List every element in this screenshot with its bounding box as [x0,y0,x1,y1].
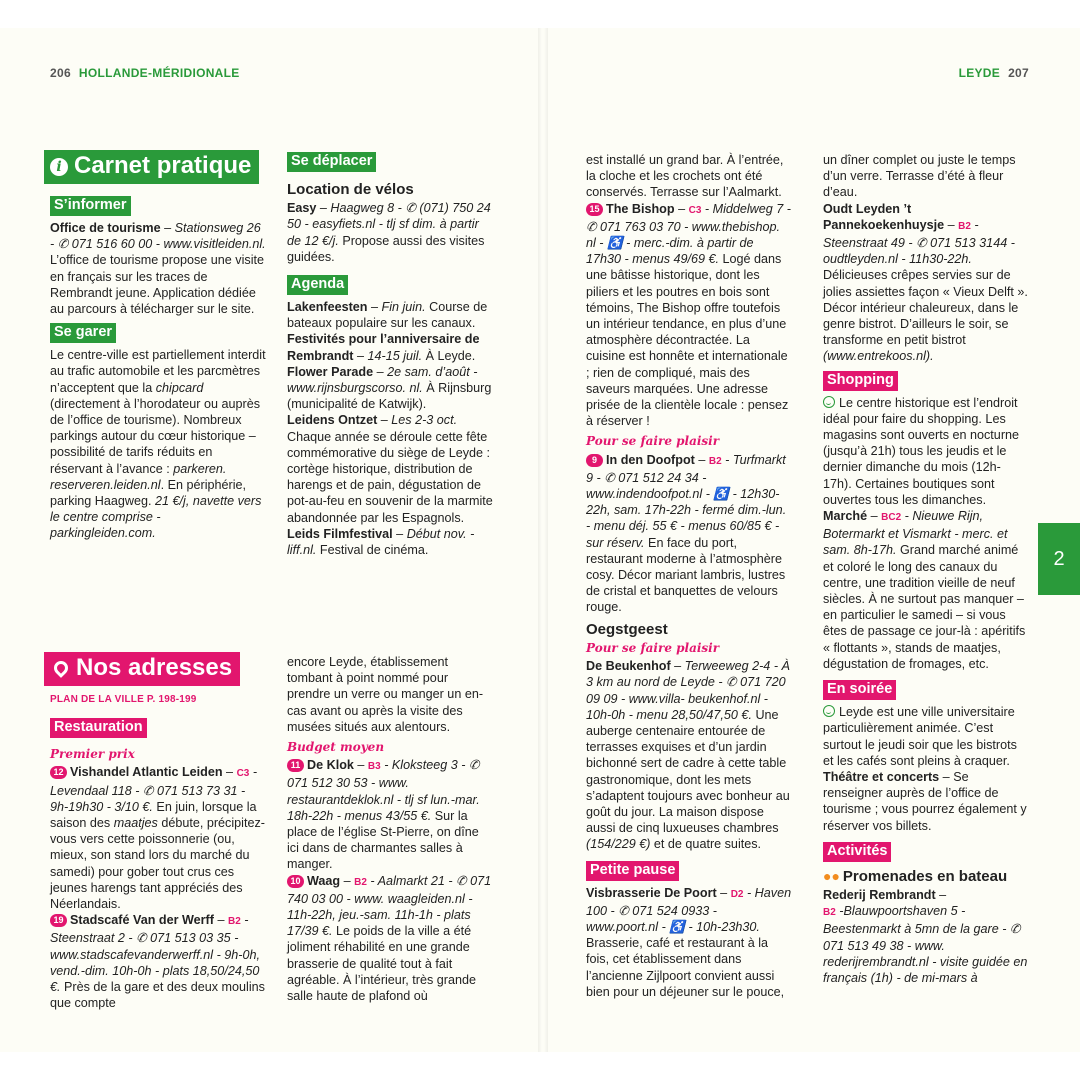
poort-entry: Visbrasserie De Poort – D2 - Haven 100 - ✆ 071 524 0933 - www.poort.nl - ♿ - 10h-23h30. Brasserie, café et restaurant à la fois, cet établissement dans l’ancienne Zijlpoort convient aussi bien pour un déjeuner sur le pouce, [586,885,792,999]
restauration-heading: Restauration [50,718,147,738]
vishandel-entry: 12 Vishandel Atlantic Leiden – C3 - Levendaal 118 - ✆ 071 513 73 31 - 9h-19h30 - 3/10 €. En juin, lorsque la saison des maatjes débute, précipitez-vous vers cette poissonnerie (ou, mieux, son stand lors du marché du samedi) pour gober tout crus ces jeunes harengs tant appréciés des Néerlandais. [50,765,265,912]
waag-entry: 10 Waag – B2 - Aalmarkt 21 - ✆ 071 740 03 00 - www. waagleiden.nl - 11h-22h, jeu.-sam. 11h-1h - plats 17/39 €. Le poids de la ville a été joliment réhabilité en une grande brasserie de qualité tout à fait agréable. À l’intérieur, très grande salle haute de plafond où [287,873,492,1004]
people-icon: ●● [823,867,840,884]
smiley-icon [823,705,835,717]
oudt-entry: Oudt Leyden ’t Pannekoekenhuysje – B2 - Steenstraat 49 - ✆ 071 513 3144 - oudtleyden.nl - 11h30-22h. Délicieuses crêpes servies sur de jolies assiettes façon « Vieux Delft ». Décor intérieur chaleureux, dans le genre bistrot. D’ailleurs le soir, se transforme en petit bistrot (www.entrekoos.nl). [823,201,1028,364]
poort-continuation: un dîner complet ou juste le temps d’un verre. Terrasse d’été à fleur d’eau. [823,153,1016,200]
easy-entry: Easy – Haagweg 8 - ✆ (071) 750 24 50 - easyfiets.nl - tlj sf dim. à partir de 12 €/j. Propose aussi des visites guidées. [287,201,491,264]
rederij-entry: Rederij Rembrandt – B2 -Blauwpoortshaven 5 - Beestenmarkt à 5mn de la gare - ✆ 071 513 49 38 - www. rederijrembrandt.nl - visite guidée en français (1h) - de mi-mars à [823,887,1028,985]
garer-heading: Se garer [50,323,116,343]
agenda-item: Flower Parade – 2e sam. d’août - www.rijnsburgscorso. nl. À Rijnsburg (municipalité de Katwijk). [287,364,492,412]
book-gutter [538,28,548,1052]
oegstgeest-subheading: Oegstgeest [586,620,668,638]
map-pin-icon [51,658,71,678]
agenda-item: Leids Filmfestival – Début nov. - liff.nl. Festival de cinéma. [287,526,475,558]
adresses-title: Nos adresses [76,654,233,681]
plaisir-label-2: Pour se faire plaisir [586,640,720,655]
left-running-head [50,66,240,80]
shopping-heading: Shopping [823,371,898,391]
bishop-entry: 15 The Bishop – C3 - Middelweg 7 - ✆ 071 763 03 70 - www.thebishop. nl - ♿ - merc.-dim. à partir de 17h30 - menus 49/69 €. Logé dans une bâtisse historique, dont les piliers et les poutres en bois sont témoins, The Bishop offre toutefois un intérieur tendance, en plus d’une atmosphère décontractée. La cuisine est honnête et internationale ; rien de compliqué, mais des saveurs marquées. Une adresse prisée de la clientèle locale : pensez à réserver ! [586,201,791,429]
agenda-item: Leidens Ontzet – Les 2-3 oct. Chaque année se déroule cette fête commémorative du siège de Leyde : cortège historique, distribution de harengs et de pain, dégustation de pot-au-feu en souvenir de la marmite abandonnée par les Espagnols. [287,413,493,525]
beukenhof-entry: De Beukenhof – Terweeweg 2-4 - À 3 km au nord de Leyde - ✆ 071 720 09 09 - www.villa- beukenhof.nl - 10h-0h - menu 28,50/47,50 €. Une auberge centenaire entourée de terrasses exquises et d’un jardin bichonné sert de cadre à cette table gastronomique, dont les mets s’adaptent toujours avec bonheur au goût du jour. La maison dispose aussi de cinq luxueuses chambres (154/229 €) et de quatre suites. [586,659,790,852]
pause-heading: Petite pause [586,861,679,881]
deplacer-heading: Se déplacer [287,152,376,172]
left-section-title: HOLLANDE-MÉRIDIONALE [78,66,240,80]
garer-text: Le centre-ville est partiellement interdit au trafic automobile et les parcmètres n’acceptent que la chipcard (directement à l’horodateur ou auprès de l’office de tourisme). Nombreux parkings autour du cœur historique – possibilité de tarifs réduits en réservant à l’avance : parkeren. reserveren.leiden.nl. En périphérie, parking Haagweg. 21 €/j, navette vers le centre comprise - parkingleiden.com. [50,348,266,541]
carnet-title-box [44,150,259,184]
stadscafe-continuation: encore Leyde, établissement tombant à point nommé pour prendre un verre ou manger un en-cas avant ou après la visite des musées situés aux alentours. [287,655,484,734]
column-deplacer-agenda [287,152,494,558]
column-carnet [44,150,266,542]
waag-continuation: est installé un grand bar. À l’entrée, la cloche et les crochets ont été conservés. Terrasse sur l’Aalmarkt. [586,153,784,200]
soiree-heading: En soirée [823,680,896,700]
bateau-subheading: ●● Promenades en bateau [823,867,1008,885]
left-page-number: 206 [50,66,71,80]
smiley-icon [823,396,835,408]
stadscafe-entry: 19 Stadscafé Van der Werff – B2 - Steenstraat 2 - ✆ 071 513 03 35 - www.stadscafevanderwerff.nl - 9h-0h, vend.-dim. 10h-0h - plats 18,50/24,50 €. Près de la gare et des deux moulins que compte [50,913,265,1011]
deklok-entry: 11 De Klok – B3 - Kloksteeg 3 - ✆ 071 512 30 53 - www. restaurantdeklok.nl - tlj sf lun.-mar. 18h-22h - menus 43/55 €. Sur la place de l’église St-Pierre, on dîne ici dans de charmantes salles à manger. [287,758,480,872]
office-entry: Office de tourisme – Stationsweg 26 - ✆ 071 516 60 00 - www.visitleiden.nl. L’office de tourisme propose une visite en français sur les traces de Rembrandt jeune. Application dédiée au parcours à télécharger sur le site. [50,221,266,317]
marche-entry: Marché – BC2 - Nieuwe Rijn, Botermarkt et Vismarkt - merc. et sam. 8h-17h. Grand marché animé et coloré le long des canaux du centre, une tradition vieille de neuf siècles. À ne surtout pas manquer – en particulier le samedi – si vous êtes de passage ce jour-là : apéritifs « flottants », stands de maatjes, dégustation de fromages, etc. [823,509,1026,671]
adresses-title-box [44,652,240,686]
column-right-1 [586,152,792,1000]
premier-prix-label: Premier prix [50,747,135,762]
info-icon: i [50,158,68,176]
velos-subheading: Location de vélos [287,181,414,198]
right-page-number: 207 [1008,66,1029,80]
column-adresses [44,652,266,1011]
agenda-item: Festivités pour l’anniversaire de Rembrandt – 14-15 juil. À Leyde. [287,332,480,363]
informer-heading: S’informer [50,196,131,216]
activites-heading: Activités [823,842,891,862]
right-running-head [959,66,1029,80]
plaisir-label: Pour se faire plaisir [586,434,720,449]
chapter-tab: 2 [1038,523,1080,595]
doofpot-entry: 9 In den Doofpot – B2 - Turfmarkt 9 - ✆ 071 512 24 34 - www.indendoofpot.nl - ♿ - 12h30-22h, sam. 17h-22h - fermé dim.-lun. - menu déj. 55 € - menus 60/85 € - sur réserv. En face du port, restaurant moderne à l’atmosphère cosy. Décor mariant lambris, lustres de cristal et banquettes de velours rouge. [586,452,787,615]
column-budget [287,654,494,1004]
shopping-text: Le centre historique est l’endroit idéal pour faire du shopping. Les magasins sont ouverts en nocturne (jusqu’à 21h) tous les jeudis et le dernier dimanche du mois (12h-17h). Certaines boutiques sont ouvertes tous les dimanches. [823,395,1020,507]
agenda-item: Lakenfeesten – Fin juin. Course de bateaux populaire sur les canaux. [287,300,488,331]
soiree-text: Leyde est une ville universitaire particulièrement animée. C’est surtout le jeudi soir que les bistrots et les cafés sont pleins à craquer. [823,705,1017,768]
column-right-2 [823,152,1028,986]
carnet-title: Carnet pratique [74,152,252,179]
agenda-heading: Agenda [287,275,348,295]
budget-moyen-label: Budget moyen [287,740,385,755]
theatre-entry: Théâtre et concerts – Se renseigner auprès de l’office de tourisme ; vous pourrez également y réserver vos billets. [823,769,1027,833]
plan-reference: PLAN DE LA VILLE P. 198-199 [50,694,197,705]
right-section-title: LEYDE [958,66,1001,80]
